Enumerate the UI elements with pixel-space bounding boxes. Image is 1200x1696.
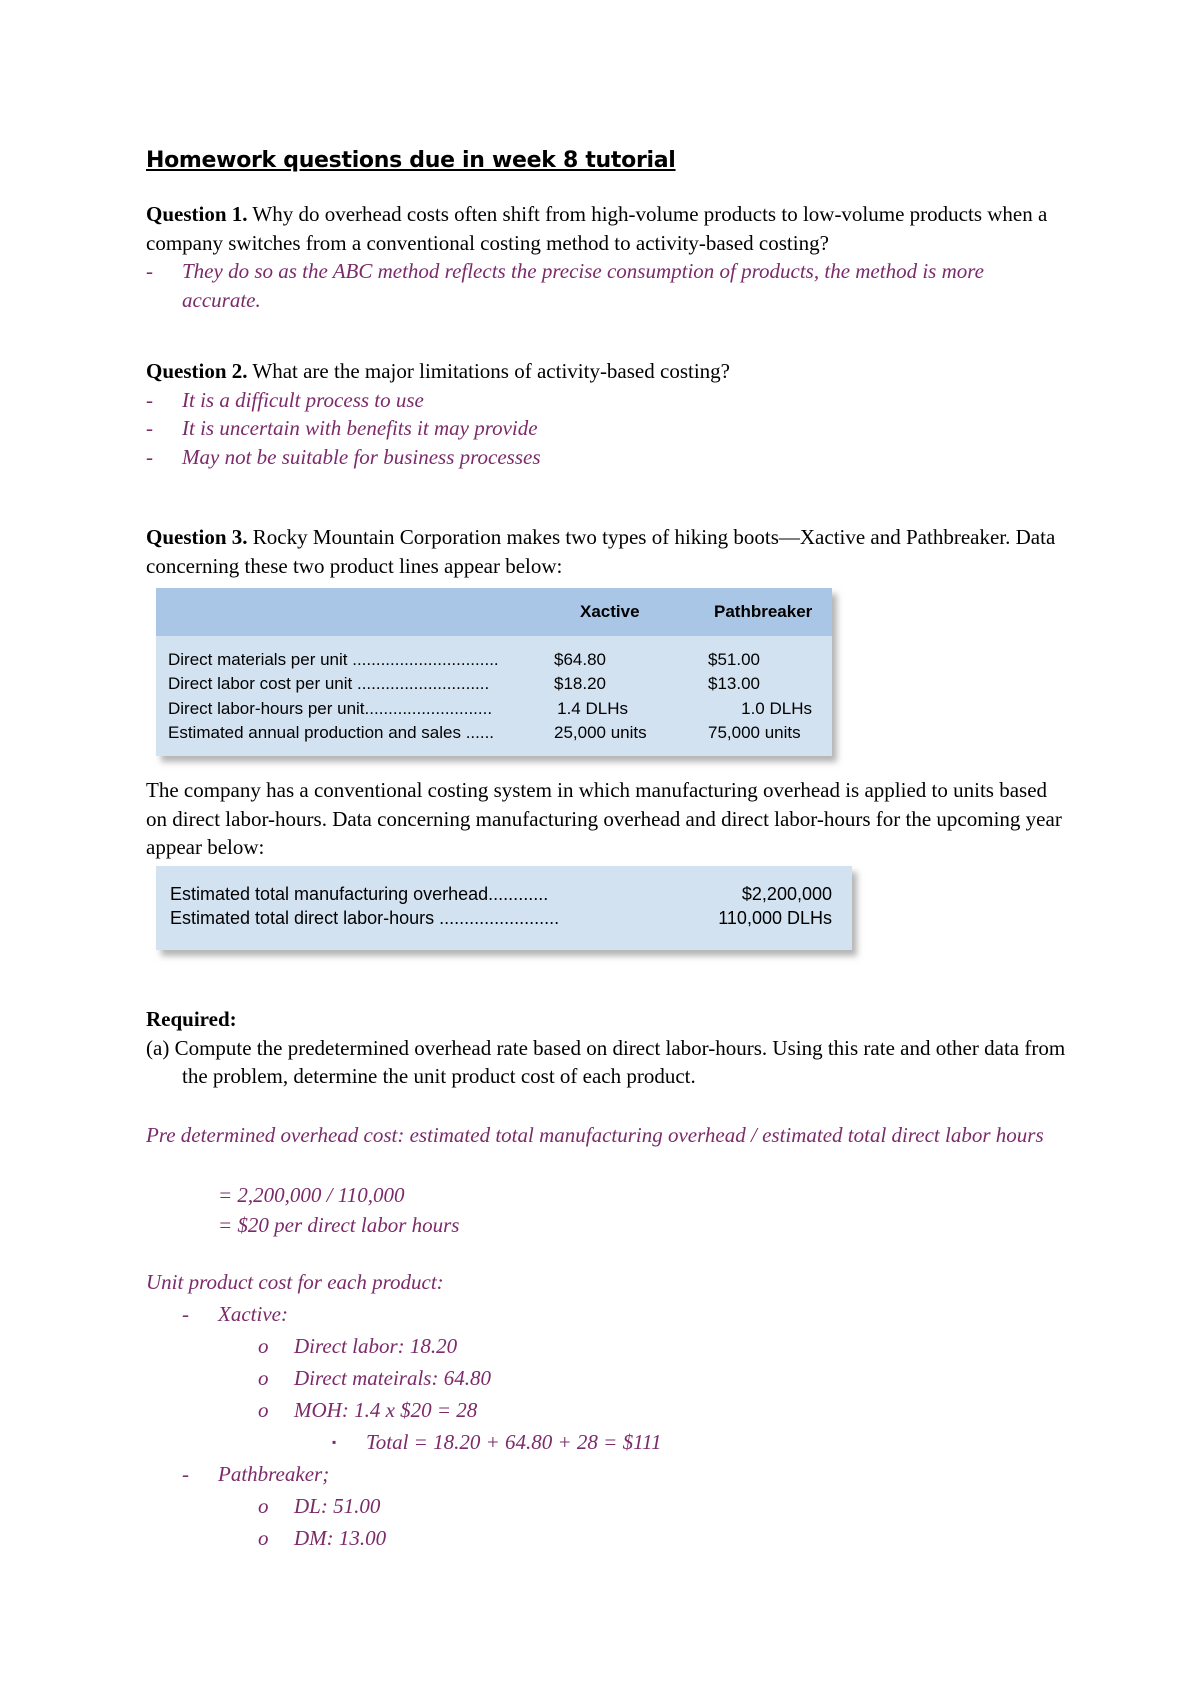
question-1 [146, 200, 1066, 314]
list-item: o DM: 13.00 [258, 1526, 387, 1550]
question-1-answer: - They do so as the ABC method reflects the precise consumption of products, the method is more accurate. [146, 259, 984, 312]
required-section [146, 1005, 1066, 1091]
question-1-label: Question 1. [146, 202, 248, 226]
question-3-label: Question 3. [146, 525, 248, 549]
question-2-label: Question 2. [146, 359, 248, 383]
column-header-xactive: Xactive [580, 602, 640, 621]
document-title: Homework questions due in week 8 tutorial [146, 148, 676, 173]
table-header [156, 588, 832, 636]
product-data-table [156, 588, 832, 756]
table-row: Estimated annual production and sales ...... 25,000 units 75,000 units [168, 723, 801, 742]
required-heading: Required: [146, 1007, 237, 1031]
list-item: o MOH: 1.4 x $20 = 28 [258, 1398, 478, 1422]
pohr-formula: Pre determined overhead cost: estimated total manufacturing overhead / estimated total direct labor hours [146, 1123, 1044, 1147]
overhead-data-table [156, 866, 852, 950]
question-2-answer: - It is uncertain with benefits it may provide [146, 416, 538, 440]
table-row: Direct labor-hours per unit........................... 1.4 DLHs 1.0 DLHs [168, 699, 812, 718]
list-item: o Direct mateirals: 64.80 [258, 1366, 491, 1390]
table-row: Direct labor cost per unit ............................ $18.20 $13.00 [168, 674, 760, 693]
required-item-a: (a) Compute the predetermined overhead rate based on direct labor-hours. Using this rate and other data from the problem, determine the unit product cost of each product. [146, 1035, 1066, 1088]
question-3-text-2: The company has a conventional costing system in which manufacturing overhead is applied to units based on direct labor-hours. Data concerning manufacturing overhead and direct labor-hours for the upcoming year appear below: [146, 778, 1062, 859]
pohr-calc-2: = $20 per direct labor hours [218, 1213, 460, 1237]
pohr-calc-1: = 2,200,000 / 110,000 [218, 1183, 405, 1207]
question-2-answer: - May not be suitable for business processes [146, 444, 541, 469]
table-row: Estimated total manufacturing overhead............ $2,200,000 [170, 884, 832, 904]
table-row: Estimated total direct labor-hours ........................ 110,000 DLHs [170, 908, 832, 928]
question-3-text: Question 3. Rocky Mountain Corporation makes two types of hiking boots—Xactive and Pathbreaker. Data concerning these two product lines appear below: [146, 525, 1056, 578]
unit-cost-heading: Unit product cost for each product: [146, 1270, 444, 1294]
question-1-text: Question 1. Why do overhead costs often shift from high-volume products to low-volume products when a company switches from a conventional costing method to activity-based costing? [146, 202, 1048, 255]
question-2 [146, 357, 1066, 471]
list-item: o Direct labor: 18.20 [258, 1334, 458, 1358]
column-header-pathbreaker: Pathbreaker [714, 602, 813, 621]
unit-cost-list [146, 1298, 1046, 1554]
question-2-answer: - It is a difficult process to use [146, 387, 424, 412]
list-item-pathbreaker: - Pathbreaker; [182, 1462, 330, 1486]
question-3 [146, 523, 1066, 580]
list-item: o DL: 51.00 [258, 1494, 381, 1518]
list-item-total: ▪ Total = 18.20 + 64.80 + 28 = $111 [332, 1430, 662, 1454]
table-row: Direct materials per unit ............................... $64.80 $51.00 [168, 650, 760, 669]
question-2-text: Question 2. What are the major limitations of activity-based costing? [146, 359, 730, 383]
list-item-xactive: - Xactive: [182, 1302, 288, 1326]
